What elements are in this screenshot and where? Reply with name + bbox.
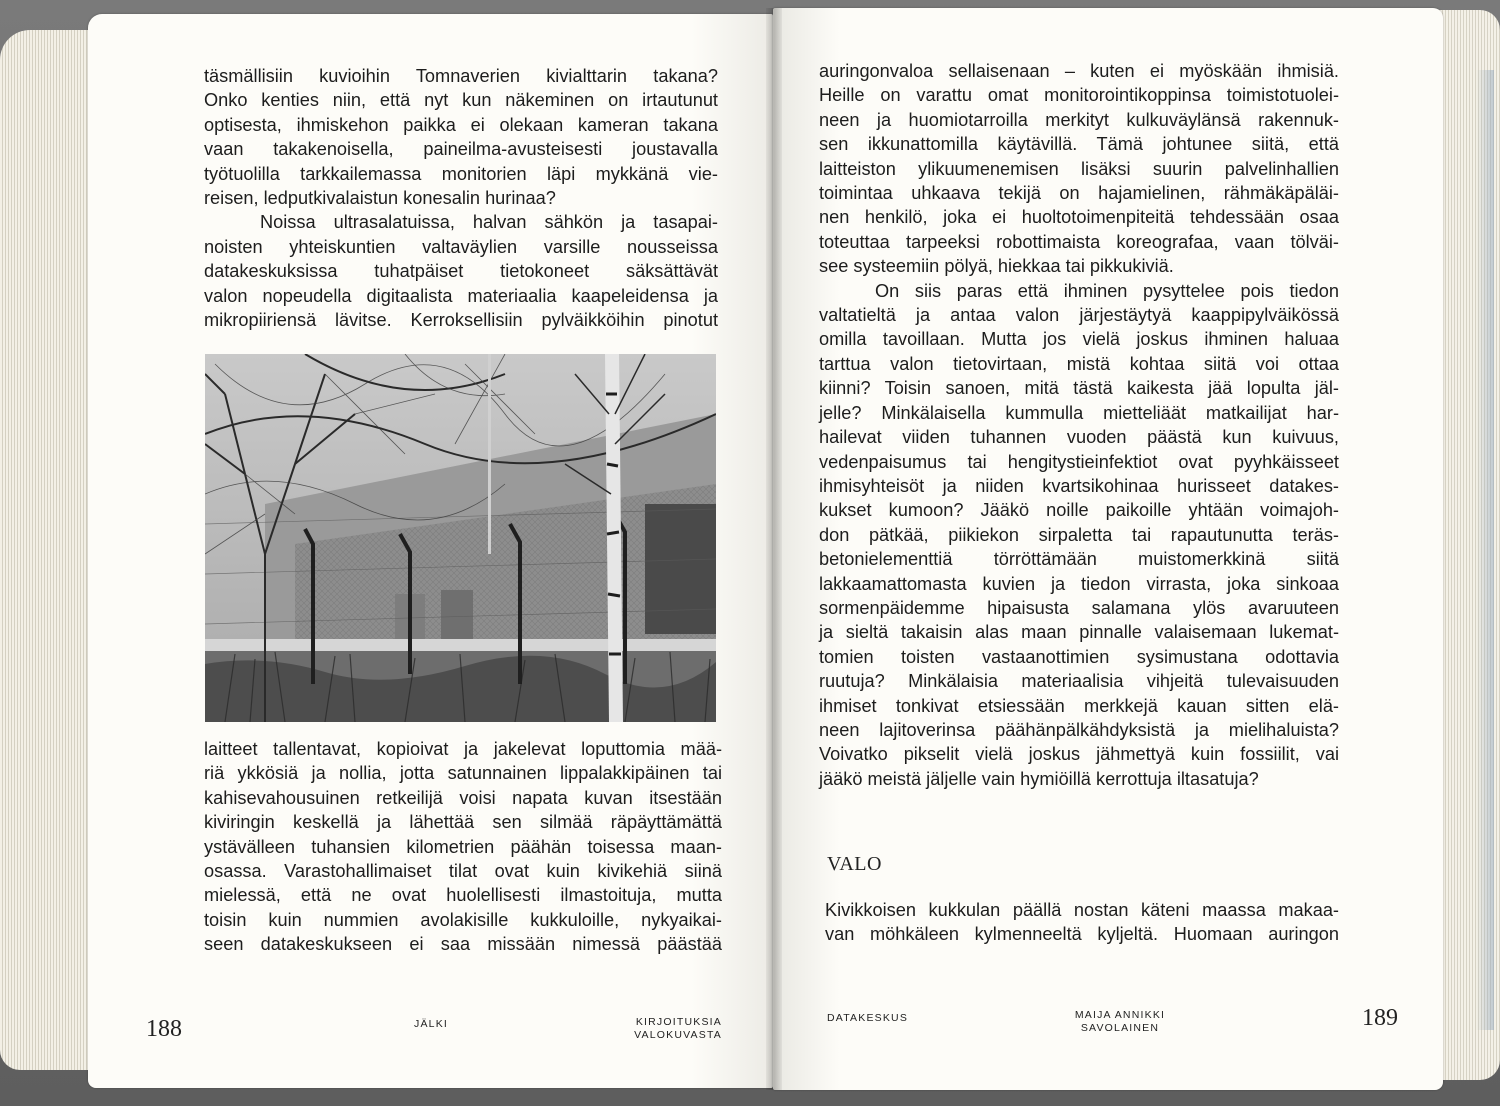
text-line: noisten yhteiskuntien valtaväylien varsille nousseissa (204, 236, 718, 257)
text-line: neen lajitoverinsa päähänpälkähdyksistä ja mielihaluista? (819, 719, 1339, 740)
text-line: Kivikkoisen kukkulan päällä nostan käteni maassa makaa- (825, 900, 1339, 920)
running-head-right: DATAKESKUS (827, 1012, 909, 1024)
book-gutter (766, 8, 782, 1090)
text-line: ystävälleen tuhansien kilometrien päähän toisessa maan- (204, 836, 722, 857)
text-line: reisen, ledputkivalaistun konesalin hurinaa? (204, 188, 556, 209)
text-line: Noissa ultrasalatuissa, halvan sähkön ja tasapai- (260, 212, 718, 233)
text-line: seen datakeskukseen ei saa missään nimessä päästää (204, 934, 722, 955)
text-line: van möhkäleen kylmenneeltä kyljeltä. Huomaan auringon (825, 924, 1339, 945)
left-body-text-top (204, 64, 718, 332)
right-body-text-top (819, 59, 1339, 791)
text-line: kahisevahousuinen retkeilijä voisi napata kuvan itsestään (204, 787, 722, 808)
text-line: nen henkilö, joka ei huoltotoimenpiteitä tehdessään osaa (819, 207, 1339, 228)
text-line: jääkö meistä jäljelle vain hymiöillä kerrottuja iltasatuja? (819, 768, 1259, 789)
text-line: auringonvaloa sellaisenaan – kuten ei myöskään ihmisiä. (819, 61, 1339, 81)
text-line: On siis paras että ihminen pysyttelee pois tiedon (875, 280, 1339, 301)
running-head-right-secondary (1066, 1009, 1174, 1035)
text-line: sormenpäidemme hipaisusta salamana ylös avaruuteen (819, 597, 1339, 618)
running-head-left: JÄLKI (414, 1018, 449, 1030)
text-line: see systeemiin pölyä, hiekkaa tai pikkukiviä. (819, 256, 1174, 277)
text-line: neen ja huomiotarroilla merkityt kulkuväylänsä rakennuk- (819, 109, 1339, 130)
running-head-line: KIRJOITUKSIA (635, 1016, 722, 1028)
text-line: ruutuja? Minkälaisia materiaalisia vihjeitä tulevaisuuden (819, 671, 1339, 692)
text-line: toisin kuin nummien avolakisille kukkuloille, nykyaikai- (204, 909, 722, 930)
text-line: kiinni? Toisin sanoen, mitä tästä kaikesta jää lopulta jäl- (819, 378, 1339, 399)
text-line: riä ykkösiä ja nollia, jotta satunnainen lippalakkipäinen tai (204, 763, 722, 784)
text-line: mikropiiriensä lävitse. Kerroksellisiin pylväikköihin pinotut (204, 310, 718, 331)
page-number-left: 188 (146, 1016, 182, 1042)
page-number-right: 189 (1362, 1005, 1398, 1031)
text-line: vaan takakenoisella, paineilma-avusteisesti joustavalla (204, 139, 718, 160)
text-line: ihmiset tonkivat etsiessään merkkejä kauan sitten elä- (819, 695, 1339, 716)
left-body-text-bottom (204, 737, 722, 957)
text-line: hailevat viiden tuhannen vuoden päästä kun kuivuus, (819, 427, 1339, 448)
section-heading: VALO (827, 853, 882, 875)
text-line: toteuttaa tarpeeksi robottimaista koreografaa, vaan tölväi- (819, 231, 1339, 252)
text-line: betonielementtiä törröttämään muistomerkkinä siitä (819, 549, 1339, 570)
running-head-left-secondary (618, 1016, 722, 1042)
text-line: työtuolilla tarkkailemassa monitorien läpi mykkänä vie- (204, 163, 718, 184)
running-head-line: MAIJA ANNIKKI (1074, 1009, 1166, 1021)
text-line: tarttua valon tietovirtaan, mistä kohtaa siitä voi ottaa (819, 353, 1339, 374)
text-line: don pätkää, piikiekon sirpaletta tai rapautunutta teräs- (819, 524, 1339, 545)
text-line: osassa. Varastohallimaiset tilat ovat kuin kivikehiä siinä (204, 861, 722, 882)
text-line: datakeskuksissa tuhatpäiset tietokoneet säksättävät (204, 261, 718, 282)
text-line: Voivatko pikselit vielä joskus jähmettyä kuin fossiilit, vai (819, 744, 1339, 765)
text-line: sen ikkunattomilla käytävillä. Tämä johtunee siitä, että (819, 134, 1339, 155)
text-line: ja sieltä takaisin alas maan pinnalle valaisemaan lukemat- (819, 622, 1339, 643)
text-line: kiviringin keskellä ja lähettää sen silmää räpäyttämättä (204, 812, 722, 833)
text-line: Onko kenties niin, että nyt kun näkeminen on irtautunut (204, 90, 718, 111)
page-edge-tint (1476, 70, 1494, 1030)
text-line: mielessä, että ne ovat huolellisesti ilmastoituja, mutta (204, 885, 722, 906)
text-line: täsmällisiin kuvioihin Tomnaverien kivialttarin takana? (204, 66, 718, 86)
text-line: vedenpaisumus tai hengitystieinfektiot ovat pyyhkäisseet (819, 451, 1339, 472)
text-line: laitteiston ylikuumenemisen lisäksi suurin palvelinhallien (819, 158, 1339, 179)
text-line: lakkaamattomasta kuvien ja tiedon virrasta, joka sinkoaa (819, 573, 1339, 594)
text-line: Heille on varattu omat monitorointikoppinsa toimistotuolei- (819, 85, 1339, 106)
right-body-text-after-heading (825, 898, 1339, 947)
text-line: omilla tavoillaan. Mutta jos vielä joskus ihminen haluaa (819, 329, 1339, 350)
text-line: valtatieltä ja antaa valon järjestäytyä kaappipylväikössä (819, 305, 1339, 326)
text-line: ihmisyhteisöt ja niiden kvartsikohinaa hurisseet datakes- (819, 475, 1339, 496)
text-line: toimintaa uhkaava tekijä on hajamielinen, rähmäkäpäläi- (819, 183, 1339, 204)
text-line: optisesta, ihmiskehon paikka ei olekaan kameran takana (204, 114, 718, 135)
photo-datacenter-fence (205, 354, 716, 722)
running-head-line: SAVOLAINEN (1080, 1022, 1160, 1034)
text-line: jelle? Minkälaisella kummulla mietteliäät matkailijat har- (819, 402, 1339, 423)
running-head-line: VALOKUVASTA (634, 1029, 722, 1041)
text-line: valon nopeudella digitaalista materiaalia kaapeleidensa ja (204, 285, 718, 306)
text-line: tomien toisten vastaanottimien sysimustana odottavia (819, 646, 1339, 667)
text-line: laitteet tallentavat, kopioivat ja jakelevat loputtomia mää- (204, 739, 722, 759)
text-line: kukset kumoon? Jääkö noille paikoille yhtään voimajoh- (819, 500, 1339, 521)
